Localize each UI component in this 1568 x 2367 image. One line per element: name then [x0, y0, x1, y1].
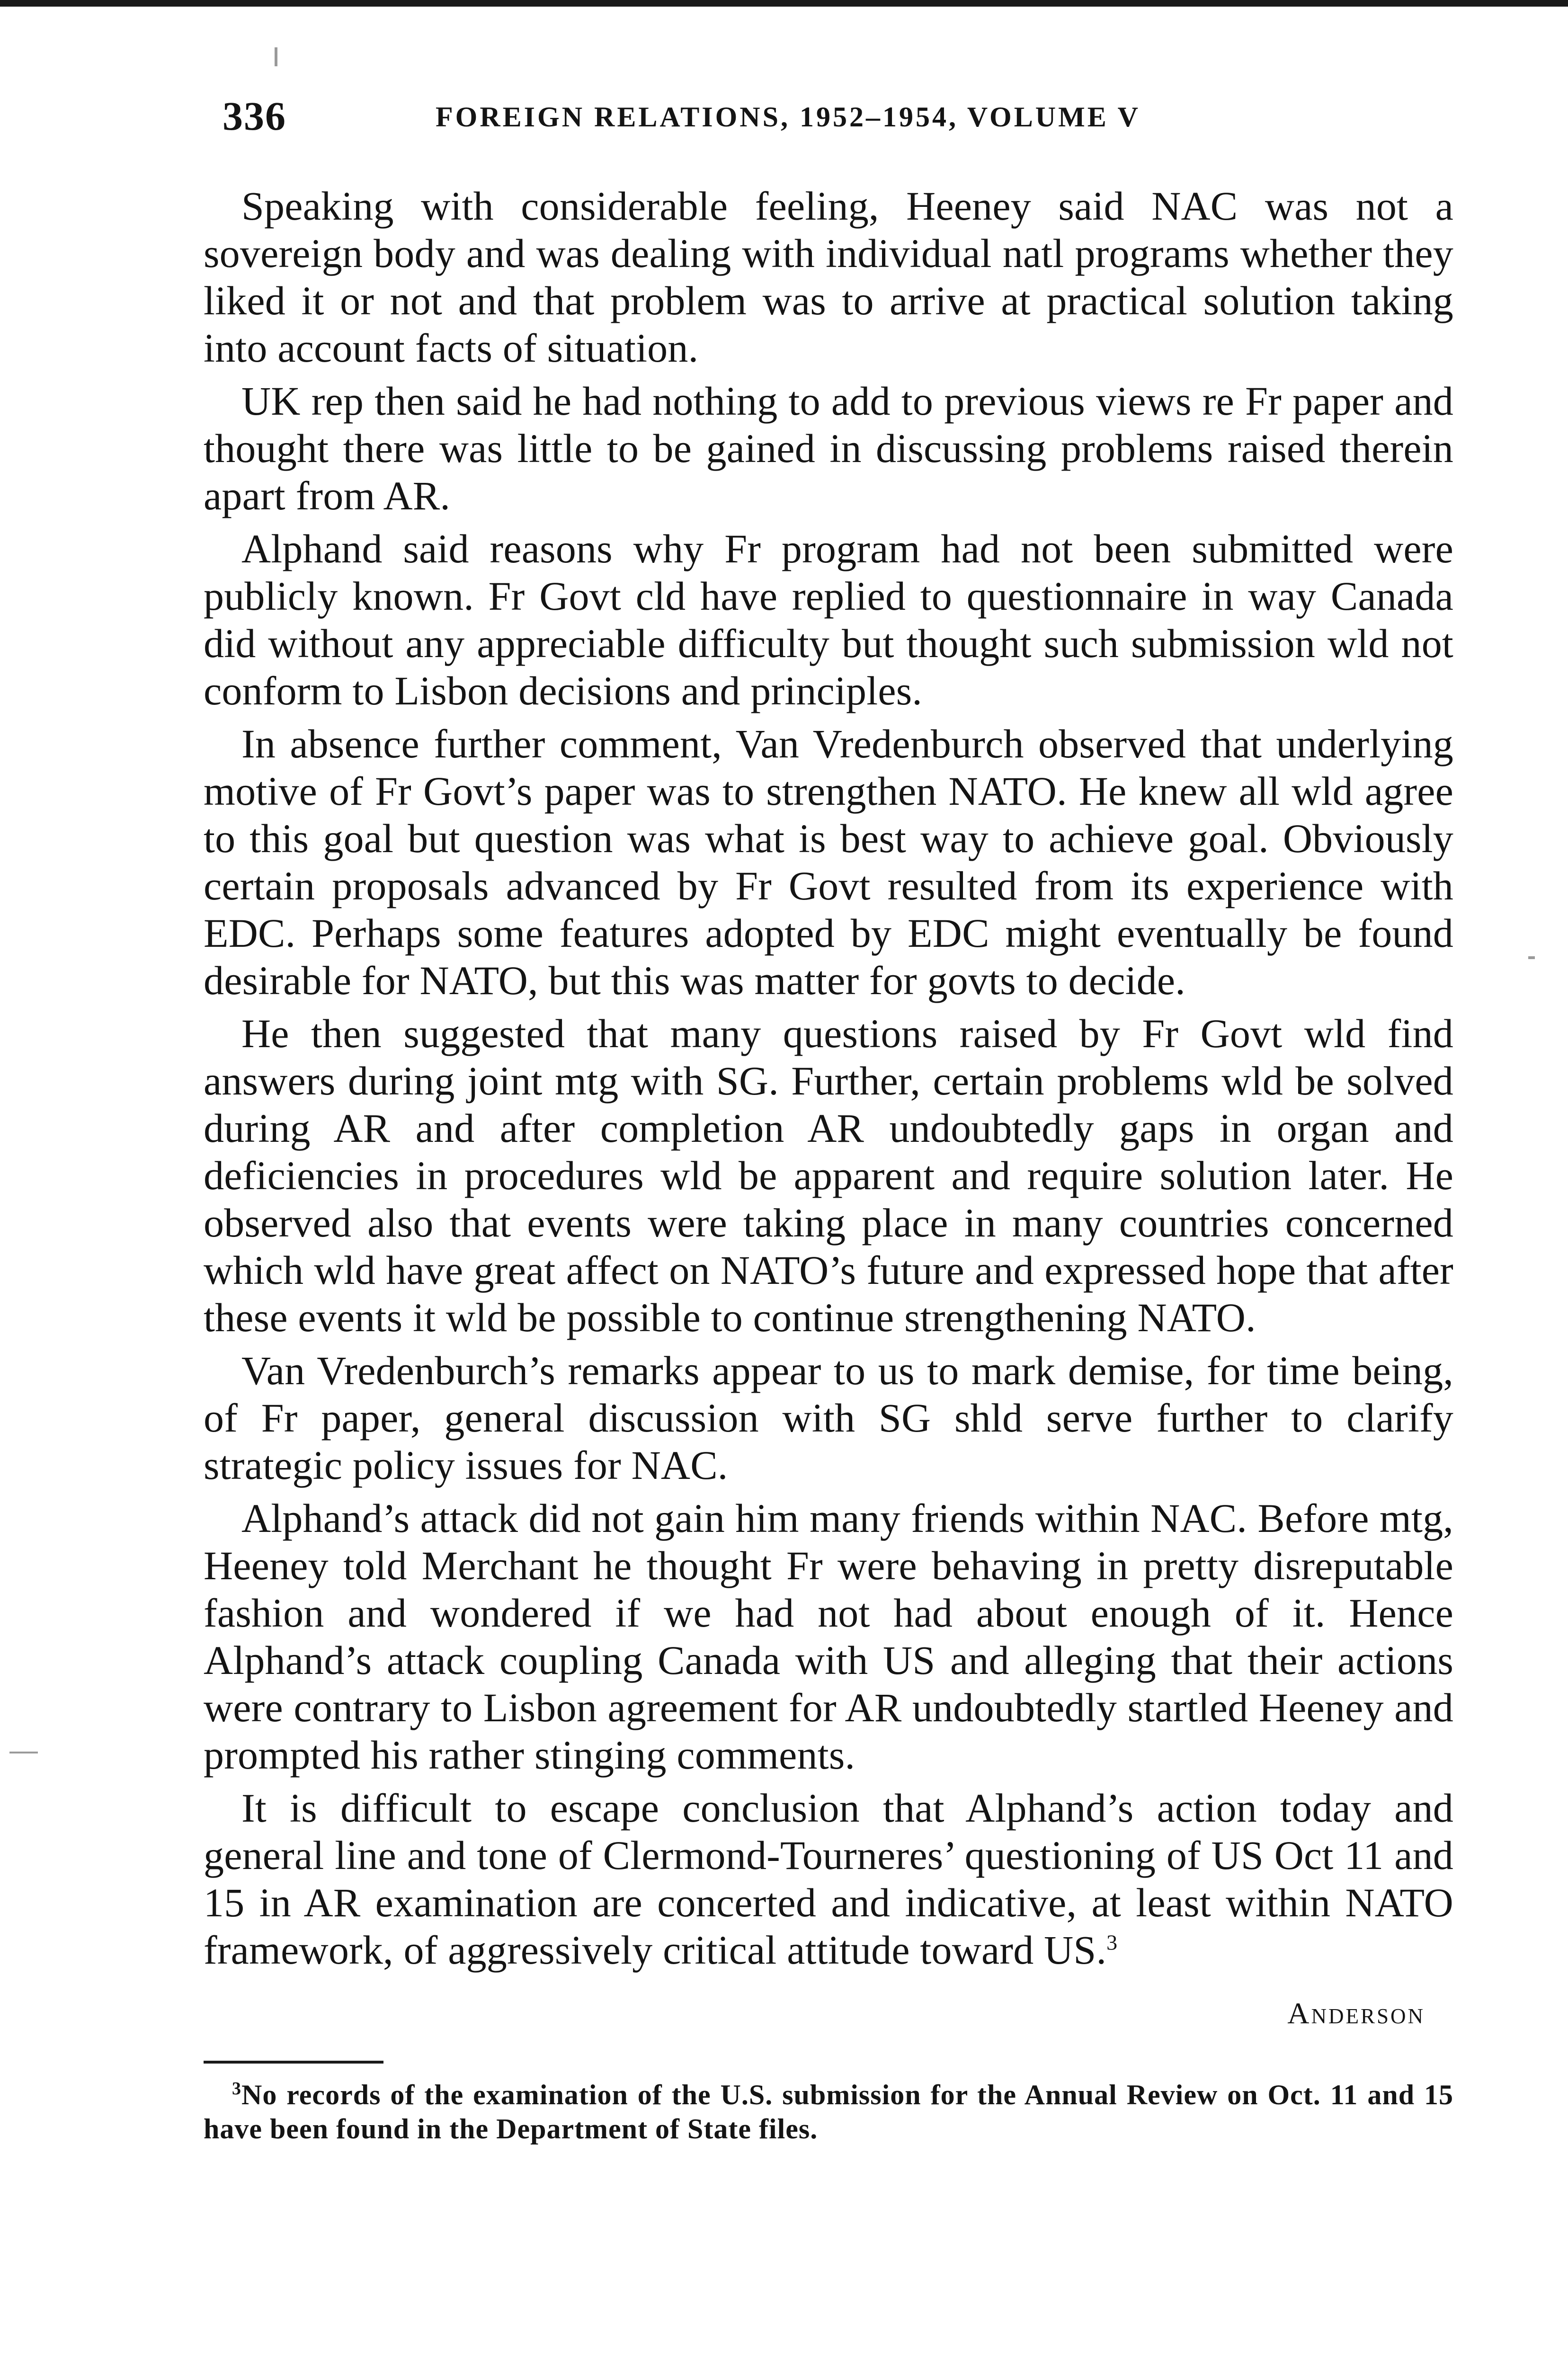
running-title: FOREIGN RELATIONS, 1952–1954, VOLUME V — [436, 101, 1140, 133]
scan-top-edge — [0, 0, 1568, 7]
scan-speck — [9, 1752, 38, 1753]
footnote — [204, 2078, 1453, 2146]
paragraph: Speaking with considerable feeling, Heeney said NAC was not a sovereign body and was dealing with individual natl programs whether they liked it or not and that problem was to arrive at practical solution taking into account facts of situation. — [204, 183, 1453, 371]
scan-speck — [1528, 956, 1535, 959]
final-paragraph-text: It is difficult to escape conclusion that Alphand’s action today and general line and tone of Clermond-Tourneres’ questioning of US Oct 11 and 15 in AR examination are concerted and indicative, at least within NATO framework, of aggressively critical attitude toward US. — [204, 1785, 1453, 1973]
footnote-divider — [204, 2061, 383, 2064]
paragraph: In absence further comment, Van Vredenburch observed that underlying motive of Fr Govt’s paper was to strengthen NATO. He knew all wld agree to this goal but question was what is best way to achieve goal. Obviously certain proposals advanced by Fr Govt resulted from its experience with EDC. Perhaps some features adopted by EDC might eventually be found desirable for NATO, but this was matter for govts to decide. — [204, 721, 1453, 1003]
paragraph: Alphand said reasons why Fr program had not been submitted were publicly known. Fr Govt cld have replied to questionnaire in way Canada did without any appreciable difficulty but thought such submission wld not conform to Lisbon decisions and principles. — [204, 526, 1453, 713]
scan-speck — [275, 47, 277, 66]
paragraph: Van Vredenburch’s remarks appear to us to mark demise, for time being, of Fr paper, general discussion with SG shld serve further to clarify strategic policy issues for NAC. — [204, 1348, 1453, 1488]
document-body — [204, 182, 1453, 2146]
signature: Anderson — [1287, 1996, 1425, 2030]
footnote-text: No records of the examination of the U.S. submission for the Annual Review on Oct. 11 and 15 have been found in the Department of State files. — [204, 2079, 1453, 2145]
paragraph: He then suggested that many questions raised by Fr Govt wld find answers during joint mtg with SG. Further, certain problems wld be solved during AR and after completion AR undoubtedly gaps in organ and deficiencies in procedures wld be apparent and require solution later. He observed also that events were taking place in many countries concerned which wld have great affect on NATO’s future and expressed hope that after these events it wld be possible to continue strengthening NATO. — [204, 1011, 1453, 1340]
footnote-reference: 3 — [1106, 1930, 1118, 1955]
page-number: 336 — [223, 93, 286, 139]
paragraph: UK rep then said he had nothing to add to previous views re Fr paper and thought there was little to be gained in discussing problems raised therein apart from AR. — [204, 378, 1453, 518]
paragraph: Alphand’s attack did not gain him many friends within NAC. Before mtg, Heeney told Merchant he thought Fr were behaving in pretty disreputable fashion and wondered if we had not had about enough of it. Hence Alphand’s attack coupling Canada with US and alleging that their actions were contrary to Lisbon agreement for AR undoubtedly startled Heeney and prompted his rather stinging comments. — [204, 1495, 1453, 1778]
final-paragraph — [204, 1784, 1453, 1974]
page-header — [223, 92, 1264, 154]
footnote-marker: 3 — [232, 2079, 241, 2099]
